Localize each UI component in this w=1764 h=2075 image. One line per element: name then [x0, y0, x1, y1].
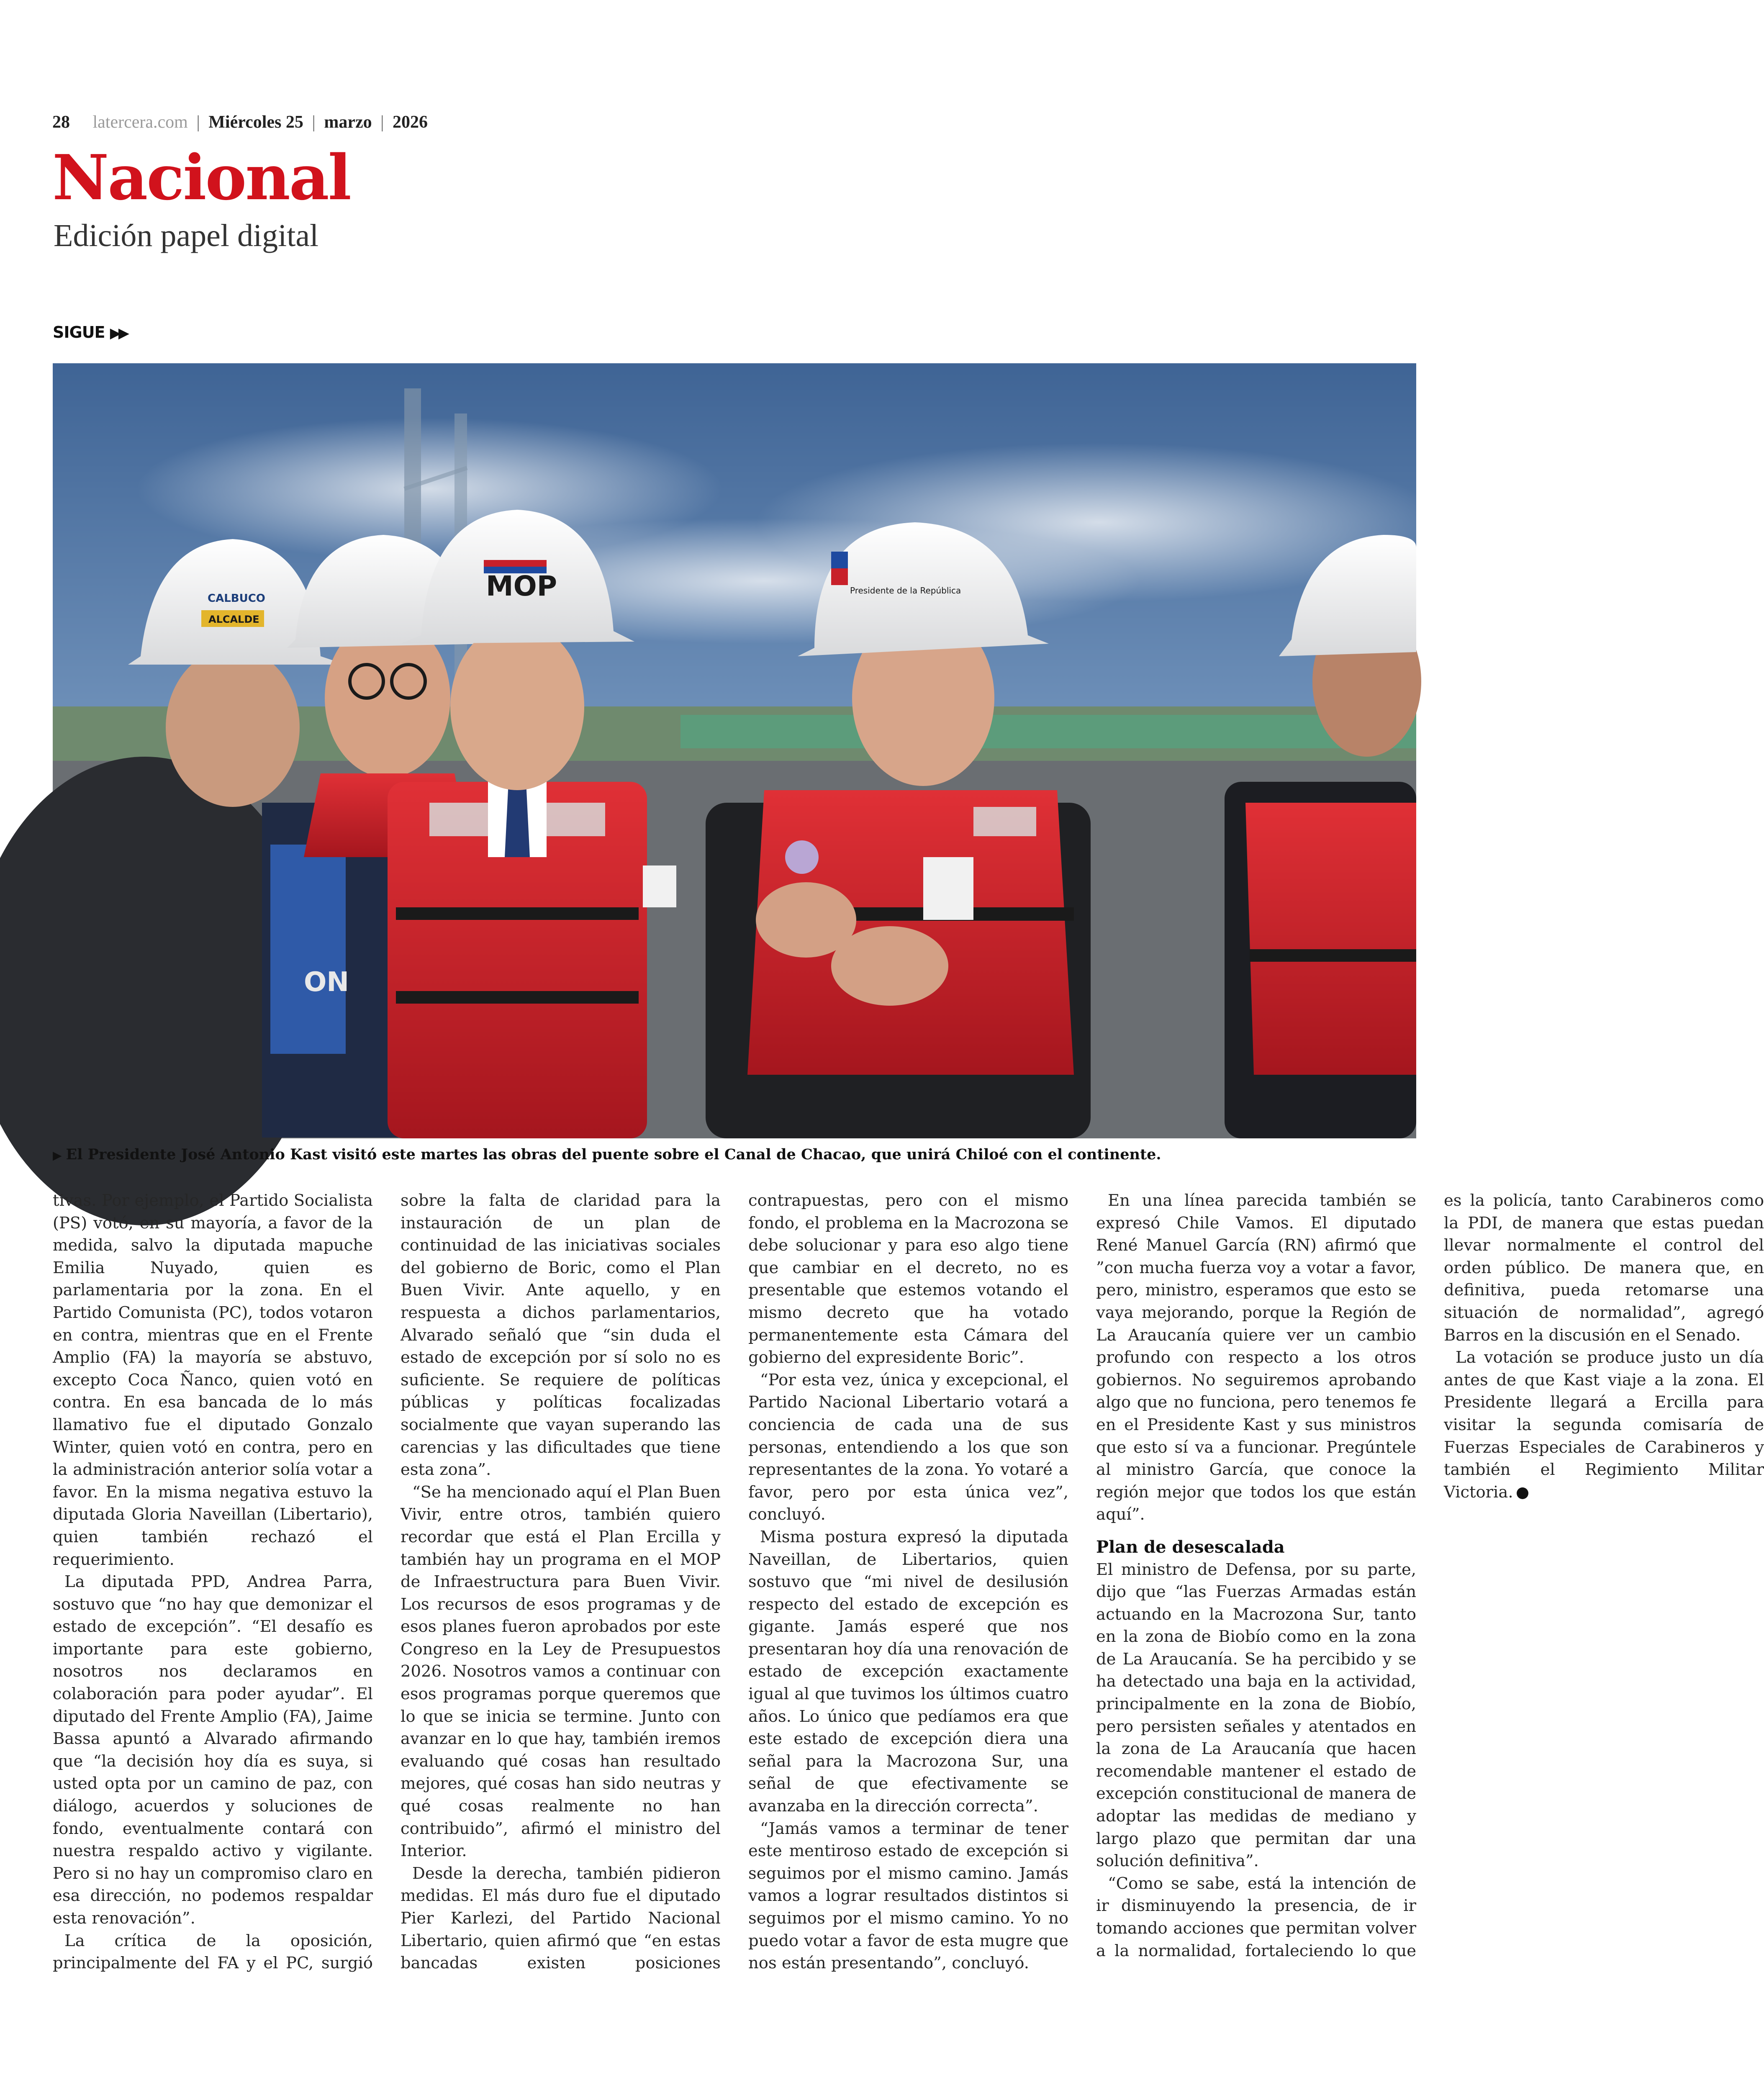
triangle-right-icon: ▶ — [53, 1148, 62, 1162]
helmet-label-alcalde: ALCALDE — [208, 614, 259, 625]
article-photo — [53, 363, 1416, 1138]
end-mark-icon — [1517, 1487, 1528, 1499]
folio-separator: | — [380, 113, 384, 132]
article-paragraph-text: La votación se produce justo un día antes de que Kast viaje a la zona. El Presidente llegará a Ercilla para visitar la segunda comisaría de Fuerzas Especiales de Carabineros y también el Regimiento Militar Victoria. — [1444, 1348, 1764, 1502]
folio-separator: | — [312, 113, 316, 132]
date-year: 2026 — [393, 113, 428, 132]
helmet-label-presidente: Presidente de la República — [850, 586, 961, 596]
site-name[interactable]: latercera.com — [92, 113, 188, 132]
edition-label: Edición papel digital — [54, 218, 319, 253]
article-paragraph: tivas. Por ejemplo, el Partido Socialista (PS) votó, en su mayoría, a favor de la medida, salvo la diputada mapuche Emilia Nuyado, quien es parlamentaria por la zona. En el Partido Comunista (PC), todos votaron en contra, mientras que en el Frente Amplio (FA) la mayoría se abstuvo, excepto Coca Ñanco, quien votó en contra. En esa bancada de lo más llamativo fue el diputado Gonzalo Winter, quien votó en contra, pero en la administración anterior solía votar a favor. En la misma negativa estuvo la diputada Gloria Naveillan (Libertario), quien también rechazó el requerimiento. — [53, 1191, 373, 1569]
helmet-label-calbuco: CALBUCO — [208, 592, 265, 605]
photo-illustration — [53, 363, 1416, 1138]
sigue-link[interactable] — [53, 323, 127, 342]
date-day: Miércoles 25 — [208, 113, 303, 132]
article-paragraph: Misma postura expresó la diputada Naveillan, de Libertarios, quien sostuvo que “mi nivel de desilusión respecto del estado de excepción es gigante. Jamás esperé que nos presentaran hoy día una renovación de estado de excepción exactamente igual al que tuvimos los últimos cuatro años. Lo único que pedíamos era que este estado de excepción diera una señal para la Macrozona Sur, una señal de que efectivamente se avanzaba en la dirección correcta”. — [748, 1527, 1068, 1816]
page-number: 28 — [52, 113, 70, 132]
photo-caption — [53, 1146, 1416, 1163]
article-paragraph-last — [1444, 1346, 1764, 1503]
date-month: marzo — [324, 113, 372, 132]
sigue-label: SIGUE — [53, 323, 105, 342]
jacket-text: ON — [304, 967, 349, 998]
folio-separator: | — [196, 113, 200, 132]
caption-text: El Presidente José Antonio Kast visitó este martes las obras del puente sobre el Canal de Chacao, que unirá Chiloé con el continente. — [66, 1146, 1161, 1163]
article-paragraph: “Jamás vamos a terminar de tener este mentiroso estado de excepción si seguimos por el mismo camino. Jamás vamos a lograr resultados distintos si seguimos por el mismo camino. Yo no puedo votar a favor de esta mugre que nos están presentando”, concluyó. — [748, 1819, 1068, 1973]
article-paragraph: “Como se sabe, está la intención de ir disminuyendo la presencia, de ir tomando acciones que permitan volver a la normalidad, fortaleciendo lo que es la policía, tanto Carabineros como la PDI, de manera que estas puedan llevar normalmente el control del orden público. De manera que, en definitiva, pueda retomarse una situación de normalidad”, agregó Barros en la discusión en el Senado. — [1096, 1191, 1764, 1960]
article-paragraph: “Por esta vez, única y excepcional, el Partido Nacional Libertario votará a conciencia de cada una de sus personas, entendiendo a los que son representantes de la zona. Yo votaré a favor, pero por esta única vez”, concluyó. — [748, 1370, 1068, 1524]
article-body — [53, 1189, 1764, 1976]
article-paragraph: Desde la derecha, también pidieron medidas. El más duro fue el diputado Pier Karlezi, del Partido Nacional Libertario, quien afirmó que “en estas bancadas existen posiciones contrapuestas, pero con el mismo fondo, el problema en la Macrozona se debe solucionar y para eso algo tiene que cambiar en el decreto, no es presentable que estemos votando el mismo decreto que ha votado permanentemente esta Cámara del gobierno del expresidente Boric”. — [401, 1191, 1068, 1973]
double-arrow-icon: ▶▶ — [110, 325, 127, 342]
helmet-label-mop: MOP — [486, 570, 557, 602]
page-folio — [52, 112, 428, 132]
article-subheading: Plan de desescalada — [1096, 1537, 1285, 1557]
section-title: Nacional — [52, 141, 350, 214]
article-paragraph: La diputada PPD, Andrea Parra, sostuvo que “no hay que demonizar el estado de excepción”. “El desafío es importante para este gobierno, nosotros nos declaramos en colaboración para poder ayudar”. El diputado del Frente Amplio (FA), Jaime Bassa apuntó a Alvarado afirmando que “la decisión hoy día es suya, si usted opta por un camino de paz, con diálogo, acuerdos y soluciones de fondo, eventualmente contará con nuestra respaldo activo y vigilante. Pero si no hay un compromiso claro en esa dirección, no podemos respaldar esta renovación”. — [53, 1572, 373, 1928]
article-paragraph: El ministro de Defensa, por su parte, dijo que “las Fuerzas Armadas están actuando en la Macrozona Sur, tanto en la zona de Biobío como en la zona de La Araucanía. Se ha percibido y se ha detectado una baja en la actividad, principalmente en la zona de Biobío, pero persisten señales y atentados en la zona de La Araucanía que hacen recomendable mantener el estado de excepción constitucional de manera de adoptar las medidas de mediano y largo plazo que permitan dar una solución definitiva”. — [1096, 1560, 1416, 1871]
article-paragraph: La crítica de la oposición, principalmente del FA y el PC, surgió sobre la falta de claridad para la instauración de un plan de continuidad de las iniciativas sociales del gobierno de Boric, como el Plan Buen Vivir. Ante aquello, y en respuesta a dichos parlamentarios, Alvarado señaló que “sin duda el estado de excepción por sí solo no es suficiente. Se requiere de políticas públicas y políticas focalizadas socialmente que vayan superando las carencias y las dificultades que tiene esta zona”. — [53, 1191, 721, 1973]
article-paragraph: “Se ha mencionado aquí el Plan Buen Vivir, entre otros, también quiero recordar que está el Plan Ercilla y también hay un programa en el MOP de Infraestructura para Buen Vivir. Los recursos de esos programas y de esos planes fueron aprobados por este Congreso en la Ley de Presupuestos 2026. Nosotros vamos a continuar con esos programas porque queremos que lo que se inicia se termine. Junto con avanzar en lo que hay, también iremos evaluando qué cosas han resultado mejores, qué cosas han sido neutras y qué cosas realmente no han contribuido”, afirmó el ministro del Interior. — [401, 1482, 721, 1861]
article-paragraph: En una línea parecida también se expresó Chile Vamos. El diputado René Manuel García (RN) afirmó que ”con mucha fuerza voy a votar a favor, pero, ministro, esperamos que esto se vaya mejorando, porque la Región de La Araucanía quiere ver un cambio profundo con respecto a los otros gobiernos. No seguiremos aprobando algo que no funciona, pero tenemos fe en el Presidente Kast y sus ministros que esto sí va a funcionar. Pregúntele al ministro García, que conoce la región mejor que todos los que están aquí”. — [1096, 1191, 1416, 1524]
